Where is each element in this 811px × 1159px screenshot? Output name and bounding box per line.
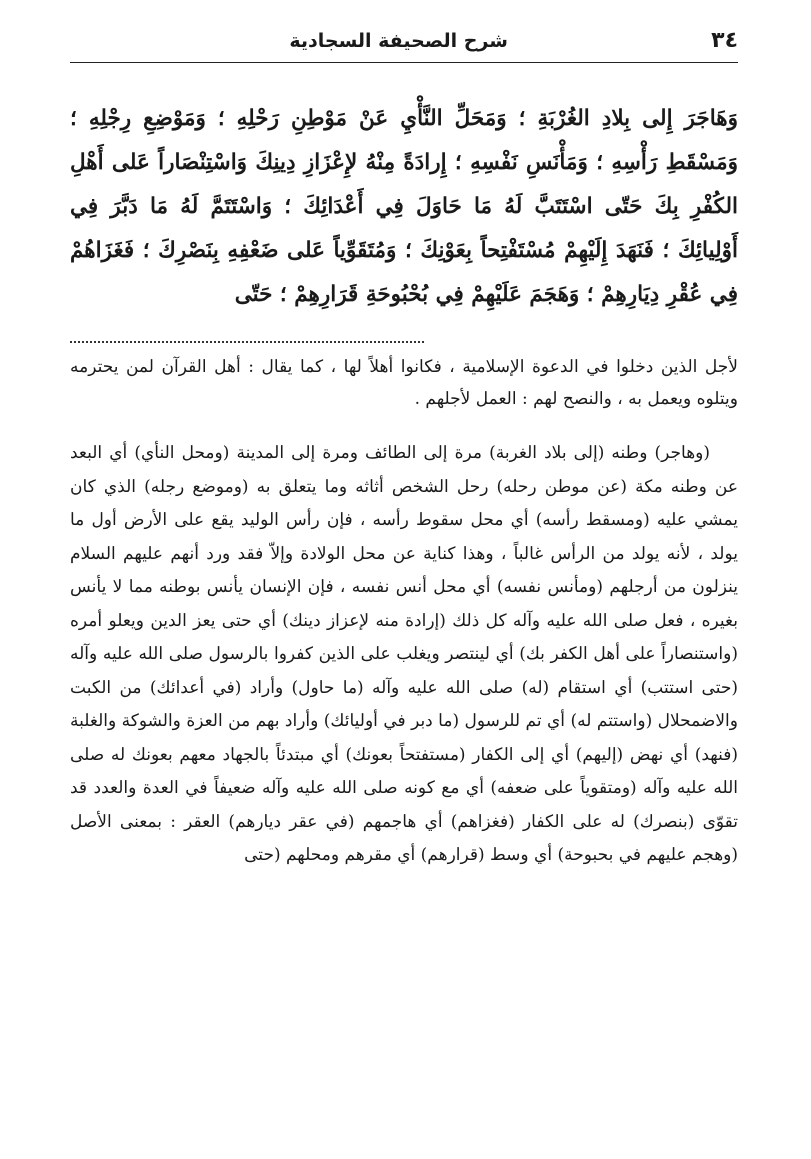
commentary-paragraph: (وهاجر) وطنه (إلى بلاد الغربة) مرة إلى الطائف ومرة إلى المدينة (ومحل النأي) أي البعد عن وطنه مكة (عن موطن رحله) رحل الشخص أثاثه وما يتعلق به (وموضع رجله) الذي كان يمشي عليه (ومسقط رأسه) أي محل سقوط رأسه ، فإن رأس الوليد يقع على الأرض أول ما يولد ، لأنه يولد من الرأس غالباً ، وهذا كناية عن محل الولادة وإلاّ فقد ورد أنهم عليهم السلام ينزلون من أرجلهم (ومأنس نفسه) أي محل أنس نفسه ، فإن الإنسان يأنس بوطنه مما لا يأنس بغيره ، فعل صلى الله عليه وآله كل ذلك (إرادة منه لإعزاز دينك) أي حتى يعز الدين ويعلو أمره (واستنصاراً على أهل الكفر بك) أي لينتصر ويغلب على الذين كفروا بالرسول صلى الله عليه وآله (حتى استتب) أي استقام (له) صلى الله عليه وآله (ما حاول) وأراد (في أعدائك) من الكبت والاضمحلال (واستتم له) أي تم للرسول (ما دبر في أوليائك) وأراد بهم من العزة والشوكة والغلبة (فنهد) أي نهض (إليهم) أي إلى الكفار (مستفتحاً بعونك) أي مبتدئاً بالجهاد معهم بعونك له صلى الله عليه وآله (ومتقوياً على ضعفه) أي مع كونه صلى الله عليه وآله ضعيفاً في العدة والعدد قد تقوّى (بنصرك) له على الكفار (فغزاهم) أي هاجمهم (في عقر ديارهم) العقر : بمعنى الأصل (وهجم عليهم في بحبوحة) أي وسط (قرارهم) أي مقرهم ومحلهم (حتى xyxy=(70,443,738,865)
footnote-paragraph: لأجل الذين دخلوا في الدعوة الإسلامية ، فكانوا أهلاً لها ، كما يقال : أهل القرآن لمن يحترمه ويتلوه ويعمل به ، والنصح لهم : العمل لأجلهم . xyxy=(70,357,738,409)
supplication-paragraph: وَهَاجَرَ إِلى بِلادِ الغُرْبَةِ ؛ وَمَحَلِّ النَّأْيِ عَنْ مَوْطِنِ رَحْلِهِ ؛ وَمَوْضِعِ رِجْلِهِ ؛ وَمَسْقَطِ رَأْسِهِ ؛ وَمَأْنَسِ نَفْسِهِ ؛ إِرادَةً مِنْهُ لإِعْزَازِ دِينِكَ وَاسْتِنْصَاراً عَلى أَهْلِ الكُفْرِ بِكَ حَتّى اسْتَتَبَّ لَهُ مَا حَاوَلَ فِي أَعْدَائِكَ ؛ وَاسْتَتَمَّ لَهُ مَا دَبَّرَ فِي أَوْلِيائِكَ ؛ فَنَهَدَ إِلَيْهِمْ مُسْتَفْتِحاً بِعَوْنِكَ ؛ وَمُتَقَوِّياً عَلى ضَعْفِهِ بِنَصْرِكَ ؛ فَغَزَاهُمْ فِي عُقْرِ دِيَارِهِمْ ؛ وَهَجَمَ عَلَيْهِمْ فِي بُحْبُوحَةِ قَرَارِهِمْ ؛ حَتّى xyxy=(70,106,738,307)
commentary xyxy=(70,437,738,873)
running-title: شرح الصحيفة السجادية xyxy=(289,30,508,52)
page-number: ٣٤ xyxy=(711,28,738,53)
page-header xyxy=(70,28,738,62)
footnote-separator xyxy=(70,341,424,343)
footnote xyxy=(70,351,738,415)
header-rule xyxy=(70,62,738,63)
supplication-text xyxy=(70,97,738,317)
page xyxy=(70,28,738,873)
